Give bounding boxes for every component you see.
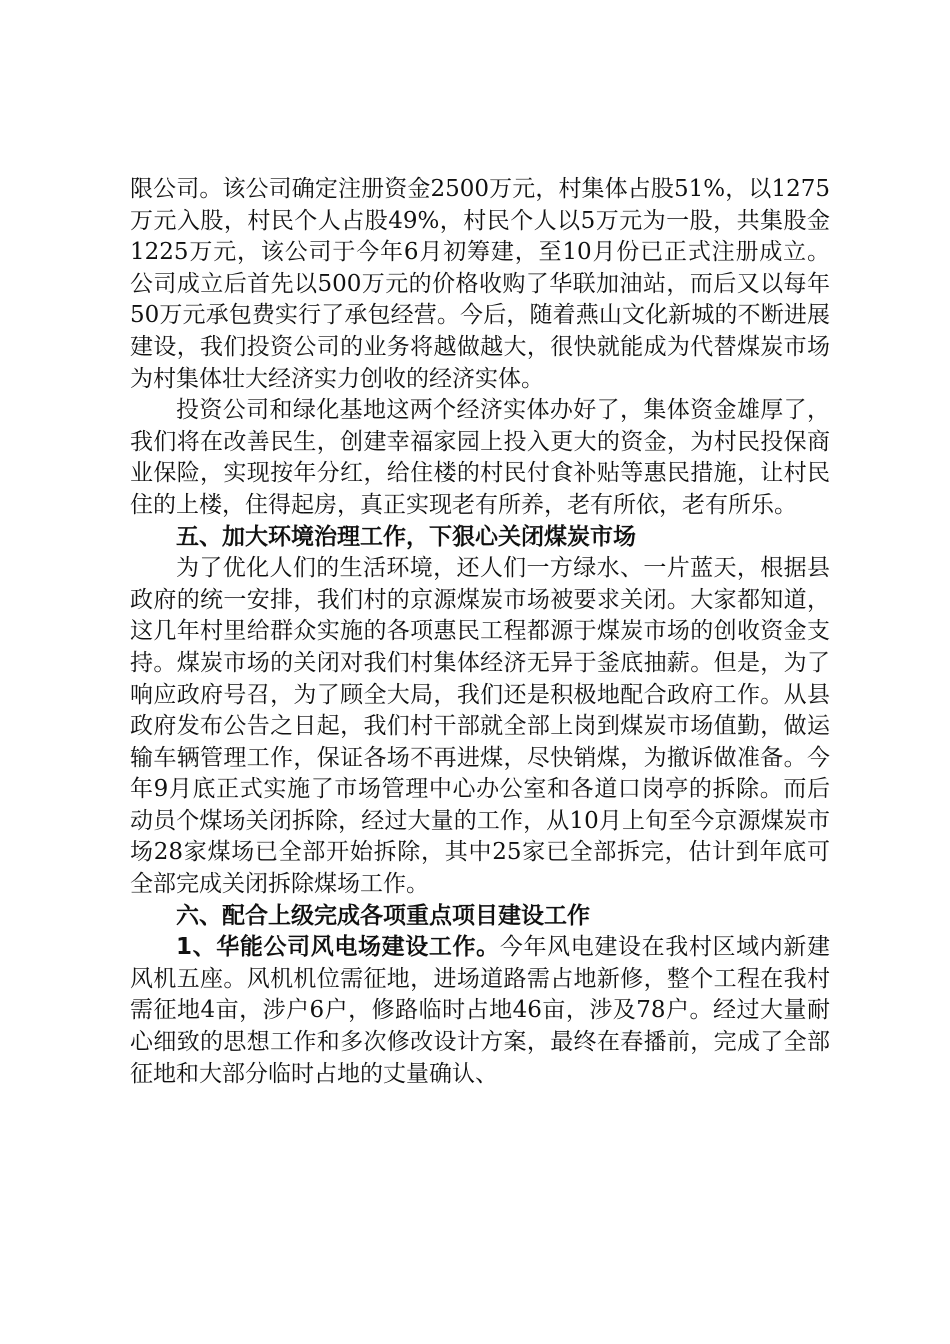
section-heading-5: 五、加大环境治理工作，下狠心关闭煤炭市场 bbox=[176, 523, 636, 550]
paragraph-wind-farm-body: 今年风电建设在我村区域内新建风机五座。风机机位需征地，进场道路需占地新修，整个工程在我村需征地4亩，涉户6户，修路临时占地46亩，涉及78户。经过大量耐心细致的思想工作和多次修改设计方案，最终在春播前，完成了全部征地和大部分临时占地的丈量确认、 bbox=[130, 934, 830, 1087]
document-page bbox=[130, 174, 830, 1090]
paragraph-collective-funds: 投资公司和绿化基地这两个经济实体办好了，集体资金雄厚了，我们将在改善民生，创建幸福家园上投入更大的资金，为村民投保商业保险，实现按年分红，给住楼的村民付食补贴等惠民措施，让村民住的上楼，住得起房，真正实现老有所养，老有所依，老有所乐。 bbox=[130, 397, 830, 518]
paragraph-wind-farm bbox=[130, 932, 830, 1090]
paragraph-wind-farm-lead: 1、华能公司风电场建设工作。 bbox=[176, 934, 500, 961]
paragraph-coal-market-closure: 为了优化人们的生活环境，还人们一方绿水、一片蓝天，根据县政府的统一安排，我们村的京源煤炭市场被要求关闭。大家都知道，这几年村里给群众实施的各项惠民工程都源于煤炭市场的创收资金支持。煤炭市场的关闭对我们村集体经济无异于釜底抽薪。但是，为了响应政府号召，为了顾全大局，我们还是积极地配合政府工作。从县政府发布公告之日起，我们村干部就全部上岗到煤炭市场值勤，做运输车辆管理工作，保证各场不再进煤，尽快销煤，为撤诉做准备。今年9月底正式实施了市场管理中心办公室和各道口岗亭的拆除。而后动员个煤场关闭拆除，经过大量的工作，从10月上旬至今京源煤炭市场28家煤场已全部开始拆除，其中25家已全部拆完，估计到年底可全部完成关闭拆除煤场工作。 bbox=[130, 555, 830, 898]
paragraph-company-registration: 限公司。该公司确定注册资金2500万元，村集体占股51%，以1275万元入股，村民个人占股49%，村民个人以5万元为一股，共集股金1225万元，该公司于今年6月初筹建，至10月份已正式注册成立。公司成立后首先以500万元的价格收购了华联加油站，而后又以每年50万元承包费实行了承包经营。今后，随着燕山文化新城的不断进展建设，我们投资公司的业务将越做越大，很快就能成为代替煤炭市场为村集体壮大经济实力创收的经济实体。 bbox=[130, 176, 830, 392]
section-heading-6: 六、配合上级完成各项重点项目建设工作 bbox=[176, 902, 590, 929]
